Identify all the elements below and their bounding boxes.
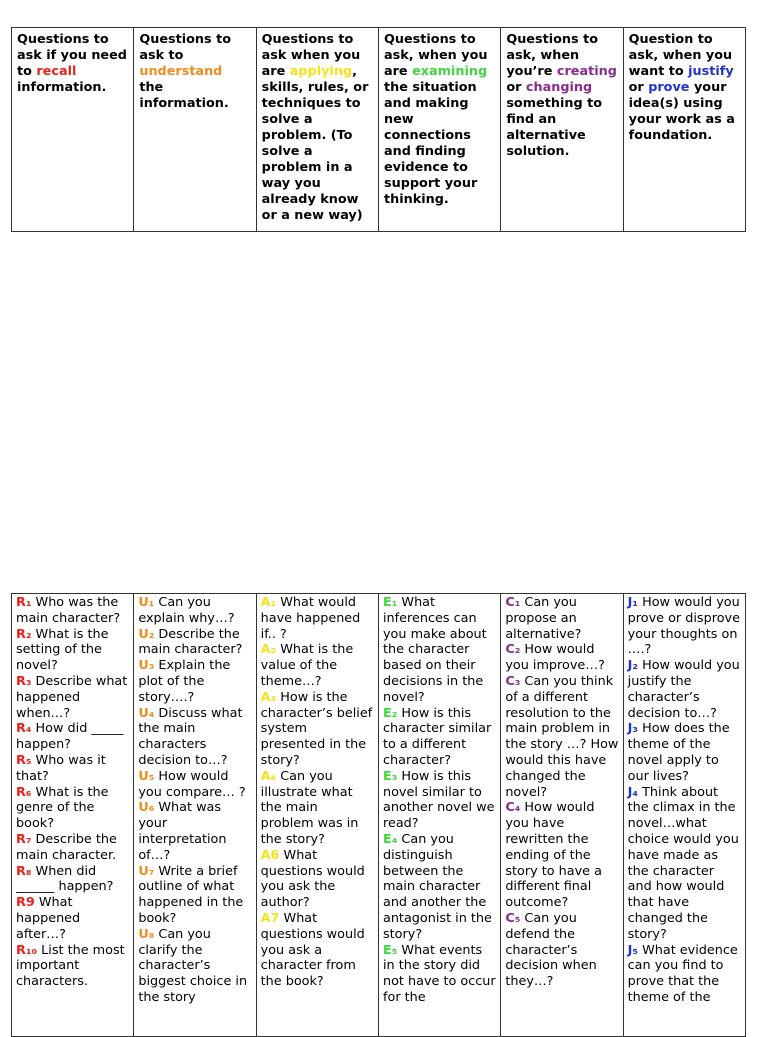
question-item bbox=[383, 769, 496, 832]
questions-row bbox=[12, 594, 746, 1037]
question-text: Discuss what the main characters decision to…? bbox=[138, 705, 243, 768]
question-item bbox=[138, 658, 251, 705]
header-text: the situation and making new connections and finding evidence to support your thinking. bbox=[383, 80, 478, 207]
question-item bbox=[138, 864, 251, 927]
question-text: Write a brief outline of what happened in the book? bbox=[138, 863, 244, 926]
question-code: R₁₀ bbox=[16, 942, 38, 958]
question-item bbox=[505, 800, 618, 911]
question-code: A₁ bbox=[260, 595, 277, 610]
question-code: C₃ bbox=[505, 673, 521, 689]
question-code: E₂ bbox=[382, 705, 398, 721]
question-text: How is this character similar to a different character? bbox=[382, 705, 492, 768]
question-text: List the most important characters. bbox=[16, 942, 125, 990]
question-text: When did ______ happen? bbox=[16, 863, 114, 895]
question-text: Who was it that? bbox=[16, 752, 106, 784]
question-code: U₆ bbox=[138, 800, 155, 816]
question-item bbox=[138, 800, 251, 863]
header-cell-recall bbox=[12, 28, 134, 232]
question-text: How does the theme of the novel apply to our lives? bbox=[627, 721, 730, 784]
header-text: , skills, rules, or techniques to solve a problem. (To solve a problem in a way you already know or a new way) bbox=[261, 64, 369, 223]
question-code: A7 bbox=[260, 910, 280, 926]
question-text: How would you improve…? bbox=[505, 642, 605, 674]
question-item bbox=[16, 753, 129, 785]
questions-cell-justify bbox=[623, 594, 745, 1037]
keyword-prove: prove bbox=[648, 80, 690, 95]
question-item bbox=[628, 595, 741, 658]
question-item bbox=[16, 943, 129, 990]
header-cell-understand bbox=[134, 28, 256, 232]
question-text: What was your interpretation of…? bbox=[138, 800, 227, 863]
question-item bbox=[138, 769, 251, 801]
questions-cell-understand bbox=[134, 594, 256, 1037]
question-item bbox=[505, 911, 618, 990]
question-code: E₃ bbox=[382, 768, 398, 784]
question-text: How would you have rewritten the ending of the story to have a different final outcome? bbox=[505, 800, 602, 911]
question-code: C₁ bbox=[505, 595, 521, 610]
question-text: How did _____ happen? bbox=[16, 721, 124, 753]
question-code: J₄ bbox=[627, 784, 639, 800]
question-category-header-table bbox=[11, 27, 746, 232]
question-text: What is the genre of the book? bbox=[16, 784, 109, 832]
question-item bbox=[505, 642, 618, 674]
header-cell-applying bbox=[256, 28, 378, 232]
question-code: U₈ bbox=[138, 926, 155, 942]
question-item bbox=[261, 911, 374, 990]
question-text: What happened after…? bbox=[16, 895, 81, 942]
question-item bbox=[138, 927, 251, 1006]
header-cell-creating bbox=[501, 28, 623, 232]
question-text: Explain the plot of the story….? bbox=[138, 658, 231, 705]
question-item bbox=[16, 674, 129, 721]
question-item bbox=[505, 595, 618, 642]
question-item bbox=[261, 642, 374, 689]
question-item bbox=[138, 627, 251, 659]
question-text: How would you compare… ? bbox=[138, 768, 246, 800]
question-item bbox=[505, 674, 618, 800]
question-code: R₃ bbox=[16, 673, 32, 689]
header-text: something to find an alternative solution. bbox=[506, 96, 602, 159]
question-text: What evidence can you find to prove that the theme of the bbox=[627, 942, 738, 1005]
question-code: U₃ bbox=[138, 658, 155, 674]
question-item bbox=[16, 785, 129, 832]
question-code: U₅ bbox=[138, 768, 155, 784]
header-row bbox=[12, 28, 746, 232]
question-item bbox=[138, 706, 251, 769]
keyword-creating: creating bbox=[556, 64, 617, 79]
question-code: C₂ bbox=[505, 642, 521, 658]
question-code: R₇ bbox=[16, 831, 32, 847]
keyword-examining: examining bbox=[412, 64, 488, 79]
question-code: U₁ bbox=[138, 595, 155, 610]
question-item bbox=[261, 595, 374, 642]
question-code: U₂ bbox=[138, 626, 155, 642]
question-text: Describe the main character? bbox=[138, 626, 243, 658]
question-code: R₄ bbox=[16, 721, 32, 737]
header-cell-justify bbox=[623, 28, 745, 232]
question-item bbox=[628, 785, 741, 943]
question-item bbox=[383, 832, 496, 943]
header-cell-examining bbox=[378, 28, 500, 232]
question-item bbox=[16, 627, 129, 674]
keyword-justify: justify bbox=[688, 64, 734, 79]
header-text: Question to ask, when you want to bbox=[628, 32, 733, 79]
question-code: E₅ bbox=[382, 942, 398, 958]
question-text: How is this novel similar to another novel we read? bbox=[382, 768, 495, 832]
question-item bbox=[261, 848, 374, 911]
question-code: J₂ bbox=[627, 658, 639, 674]
questions-cell-applying bbox=[256, 594, 378, 1037]
question-code: A₂ bbox=[260, 642, 277, 658]
question-item bbox=[383, 943, 496, 1006]
header-text: Questions to ask if you need to bbox=[17, 32, 127, 79]
question-code: A6 bbox=[260, 847, 280, 863]
question-code: J₁ bbox=[627, 595, 639, 610]
question-text: What questions would you ask the author? bbox=[260, 847, 365, 911]
question-code: R₁ bbox=[16, 595, 32, 610]
question-item bbox=[261, 769, 374, 848]
question-item bbox=[261, 690, 374, 769]
header-text: your idea(s) using your work as a foundation. bbox=[628, 80, 735, 143]
question-text: What is the setting of the novel? bbox=[16, 626, 109, 674]
question-text: Can you think of a different resolution to the main problem in the story …? How would this have changed the novel? bbox=[505, 673, 619, 800]
question-code: J₅ bbox=[627, 942, 639, 958]
questions-cell-examining bbox=[378, 594, 500, 1037]
question-code: U₇ bbox=[138, 863, 155, 879]
keyword-changing: changing bbox=[525, 80, 593, 95]
question-item bbox=[383, 706, 496, 769]
question-code: J₃ bbox=[627, 721, 639, 737]
header-text: information. bbox=[17, 80, 107, 95]
question-text: Can you explain why…? bbox=[138, 595, 235, 626]
question-item bbox=[138, 595, 251, 627]
header-text: Questions to ask, when you’re bbox=[506, 32, 598, 79]
question-code: E₄ bbox=[382, 831, 398, 847]
question-item bbox=[628, 721, 741, 784]
question-code: A₄ bbox=[260, 768, 277, 784]
question-item bbox=[628, 658, 741, 721]
question-code: C₅ bbox=[505, 910, 521, 926]
question-item bbox=[16, 832, 129, 864]
question-list-table bbox=[11, 593, 746, 1037]
header-text: or bbox=[628, 80, 649, 95]
question-text: What questions would you ask a character from the book? bbox=[260, 910, 365, 990]
question-text: What would have happened if.. ? bbox=[260, 595, 361, 642]
questions-cell-creating bbox=[501, 594, 623, 1037]
question-text: What events in the story did not have to occur for the bbox=[382, 942, 496, 1005]
header-text: Questions to ask, when you are bbox=[383, 32, 488, 79]
question-text: What inferences can you make about the character based on their decisions in the novel? bbox=[382, 595, 487, 705]
question-text: How would you prove or disprove your thoughts on ….? bbox=[627, 595, 740, 658]
question-item bbox=[16, 895, 129, 942]
question-code: E₁ bbox=[382, 595, 398, 610]
header-text: or bbox=[506, 80, 526, 95]
keyword-understand: understand bbox=[139, 64, 223, 79]
header-text: Questions to ask when you are bbox=[261, 32, 361, 79]
question-text: How would you justify the character’s decision to…? bbox=[627, 658, 740, 721]
question-text: How is the character’s belief system presented in the story? bbox=[260, 689, 373, 768]
keyword-recall: recall bbox=[36, 64, 77, 79]
question-code: R₂ bbox=[16, 626, 32, 642]
question-item bbox=[16, 864, 129, 896]
question-item bbox=[628, 943, 741, 1006]
question-code: R9 bbox=[16, 895, 35, 911]
question-text: Who was the main character? bbox=[16, 595, 121, 626]
question-code: R₈ bbox=[16, 863, 32, 879]
question-code: C₄ bbox=[505, 800, 521, 816]
question-text: What is the value of the theme…? bbox=[260, 642, 354, 689]
question-text: Can you defend the character’s decision when they…? bbox=[505, 910, 597, 990]
questions-cell-recall bbox=[12, 594, 134, 1037]
header-text: Questions to ask to bbox=[139, 32, 231, 63]
question-text: Think about the climax in the novel…what choice would you have made as the character and how would that have changed the story? bbox=[627, 784, 739, 942]
question-code: R₅ bbox=[16, 752, 32, 768]
question-item bbox=[383, 595, 496, 706]
question-text: Can you clarify the character’s biggest choice in the story bbox=[138, 926, 248, 1005]
question-code: A₃ bbox=[260, 689, 277, 705]
question-code: U₄ bbox=[138, 705, 155, 721]
question-text: Can you illustrate what the main problem was in the story? bbox=[260, 768, 359, 847]
question-code: R₆ bbox=[16, 784, 32, 800]
question-text: Can you distinguish between the main character and another the antagonist in the story? bbox=[382, 831, 492, 942]
keyword-applying: applying bbox=[289, 64, 353, 79]
header-text: the information. bbox=[139, 80, 229, 111]
question-text: Can you propose an alternative? bbox=[505, 595, 582, 642]
question-item bbox=[16, 721, 129, 753]
question-text: Describe the main character. bbox=[16, 831, 117, 863]
question-item bbox=[16, 595, 129, 627]
question-text: Describe what happened when…? bbox=[16, 673, 128, 721]
